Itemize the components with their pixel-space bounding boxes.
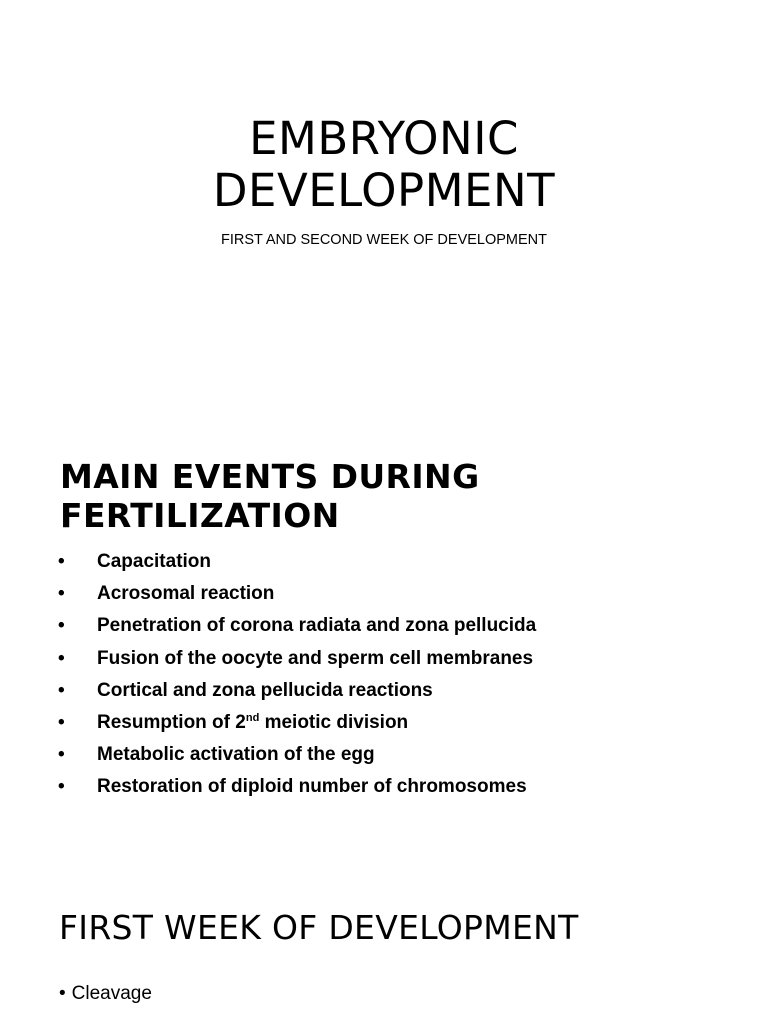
title-line-1: EMBRYONIC <box>249 112 519 165</box>
list-item <box>0 643 768 675</box>
events-heading-line-1: MAIN EVENTS DURING <box>60 457 480 496</box>
first-week-slide <box>0 880 768 1024</box>
first-week-heading: FIRST WEEK OF DEVELOPMENT <box>59 908 579 947</box>
bullet-icon: • <box>58 583 65 605</box>
list-item <box>0 771 768 803</box>
title-slide <box>0 0 768 340</box>
list-item-text: Penetration of corona radiata and zona pellucida <box>97 615 537 637</box>
list-item-text: Fusion of the oocyte and sperm cell membranes <box>97 647 534 669</box>
bullet-icon: • <box>58 647 65 669</box>
list-item-text: Restoration of diploid number of chromosomes <box>97 776 527 798</box>
events-heading-line-2: FERTILIZATION <box>60 496 340 535</box>
bullet-icon: • <box>58 679 65 701</box>
list-item-text: Cortical and zona pellucida reactions <box>97 679 433 701</box>
title-line-2: DEVELOPMENT <box>212 164 556 217</box>
list-item-text-after: meiotic division <box>259 711 409 733</box>
list-item-text: Capacitation <box>97 551 212 572</box>
bullet-icon: • <box>58 744 65 766</box>
list-item-text: Acrosomal reaction <box>97 583 275 605</box>
bullet-icon: • <box>58 776 65 798</box>
list-item-text <box>97 707 408 739</box>
list-item <box>59 980 152 1008</box>
list-item <box>0 578 768 610</box>
fertilization-events-slide <box>0 440 768 820</box>
presentation-title <box>0 113 768 217</box>
list-item <box>0 610 768 642</box>
list-item <box>0 739 768 771</box>
bullet-icon: • <box>59 983 66 1004</box>
bullet-icon: • <box>58 551 65 572</box>
list-item-text: Metabolic activation of the egg <box>97 744 375 766</box>
list-item-text: Cleavage <box>71 983 152 1004</box>
list-item <box>0 707 768 739</box>
events-bullet-list <box>0 546 768 804</box>
bullet-icon: • <box>58 711 65 733</box>
first-week-bullet-list <box>59 980 152 1008</box>
bullet-icon: • <box>58 615 65 637</box>
presentation-subtitle: FIRST AND SECOND WEEK OF DEVELOPMENT <box>220 232 548 248</box>
list-item-text-before: Resumption of 2 <box>97 711 246 733</box>
events-heading <box>60 457 740 535</box>
ordinal-superscript: nd <box>245 711 260 724</box>
list-item <box>0 546 768 578</box>
list-item <box>0 675 768 707</box>
